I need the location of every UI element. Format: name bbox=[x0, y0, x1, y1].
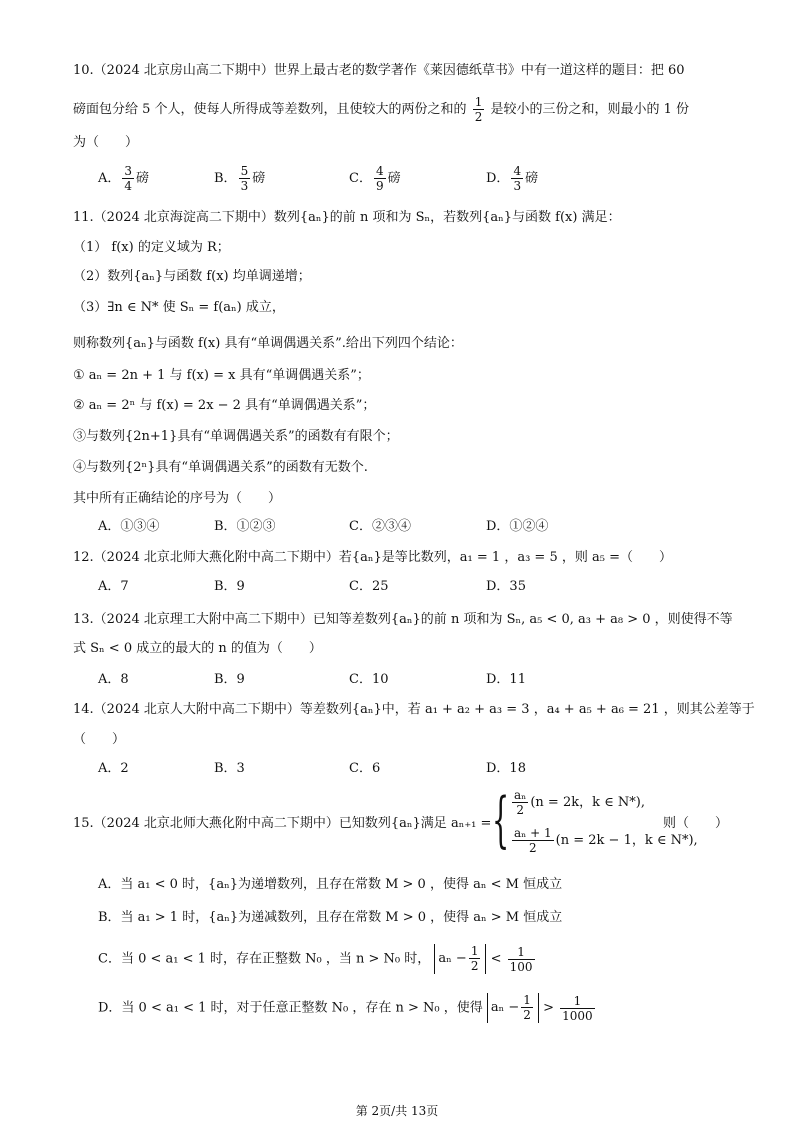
q14-option-b: B．3 bbox=[214, 761, 245, 776]
q13-option-d: D．11 bbox=[486, 672, 526, 687]
q15-option-a: A．当 a₁ < 0 时，{aₙ}为递增数列，且存在常数 M > 0 ，使得 aₙ < M 恒成立 bbox=[98, 877, 563, 892]
q12-option-c: C．25 bbox=[349, 579, 389, 594]
q11-option-c: C．②③④ bbox=[349, 519, 411, 534]
q11-condition-2: （2）数列{aₙ}与函数 f(x) 均单调递增； bbox=[73, 269, 311, 284]
q12-option-d: D．35 bbox=[486, 579, 526, 594]
q13-option-c: C．10 bbox=[349, 672, 389, 687]
q14-line-1: 14.（2024 北京人大附中高二下期中）等差数列{aₙ}中，若 a₁ + a₂ + a₃ = 3 ，a₄ + a₅ + a₆ = 21 ，则其公差等于 bbox=[73, 702, 755, 717]
q11-statement-3: ③与数列{2n+1}具有“单调偶遇关系”的函数有有限个； bbox=[73, 429, 399, 444]
page-footer: 第 2页/共 13页 bbox=[355, 1104, 439, 1118]
q11-condition-3: （3）∃n ∈ N* 使 Sₙ = f(aₙ) 成立， bbox=[73, 300, 285, 315]
q11-statement-2: ② aₙ = 2ⁿ 与 f(x) = 2x − 2 具有“单调偶遇关系”； bbox=[73, 398, 376, 413]
q13-line-1: 13.（2024 北京理工大附中高二下期中）已知等差数列{aₙ}的前 n 项和为 Sₙ, a₅ < 0, a₃ + a₈ > 0 ，则使得不等 bbox=[73, 612, 733, 627]
q15-brace: { bbox=[492, 785, 510, 855]
q15-option-c: C．当 0 < a₁ < 1 时，存在正整数 N₀ ，当 n > N₀ 时， aₙ − $\frac{1}{2}$ < $\frac{1}{100}$ bbox=[98, 944, 533, 974]
q12-option-b: B．9 bbox=[214, 579, 245, 594]
q10-option-d: D． $\frac{4}{3}$ 磅 bbox=[486, 164, 539, 193]
q15-option-d: D．当 0 < a₁ < 1 时，对于任意正整数 N₀ ，存在 n > N₀ ，使得 aₙ − $\frac{1}{2}$ > $\frac{1}{1000}$ bbox=[98, 993, 593, 1023]
q15-stem-end: 则（ ） bbox=[663, 816, 729, 831]
q15-option-b: B．当 a₁ > 1 时，{aₙ}为递减数列，且存在常数 M > 0 ，使得 aₙ > M 恒成立 bbox=[98, 910, 563, 925]
q10-fraction: $\frac{1}{2}$ bbox=[474, 95, 483, 124]
q10-option-a: A． $\frac{3}{4}$ 磅 bbox=[98, 164, 150, 193]
q13-option-a: A．8 bbox=[98, 672, 129, 687]
q10-line-2b: 是较小的三份之和，则最小的 1 份 bbox=[490, 102, 690, 117]
q10-line-3: 为（ ） bbox=[73, 135, 139, 150]
q11-statement-1: ① aₙ = 2n + 1 与 f(x) = x 具有“单调偶遇关系”； bbox=[73, 368, 370, 383]
q14-option-c: C．6 bbox=[349, 761, 381, 776]
q12-line-1: 12.（2024 北京北师大燕化附中高二下期中）若{aₙ}是等比数列，a₁ = 1 ，a₃ = 5 ，则 a₅ =（ ） bbox=[73, 550, 672, 565]
q15-stem: 15.（2024 北京北师大燕化附中高二下期中）已知数列{aₙ}满足 aₙ₊₁ = bbox=[73, 816, 492, 831]
q11-statement-4: ④与数列{2ⁿ}具有“单调偶遇关系”的函数有无数个. bbox=[73, 460, 368, 475]
q15-option-c-abs: aₙ − $\frac{1}{2}$ bbox=[434, 944, 486, 974]
q15-option-d-abs: aₙ − $\frac{1}{2}$ bbox=[487, 993, 539, 1023]
q15-case-1: $\frac{\text{aₙ}}{2}$ (n = 2k，k ∈ N*), bbox=[514, 788, 645, 817]
q13-option-b: B．9 bbox=[214, 672, 245, 687]
q10-line-1: 10.（2024 北京房山高二下期中）世界上最古老的数学著作《莱因德纸草书》中有一道这样的题目：把 60 bbox=[73, 63, 685, 78]
q11-definition: 则称数列{aₙ}与函数 f(x) 具有“单调偶遇关系”.给出下列四个结论： bbox=[73, 336, 463, 351]
q11-question: 其中所有正确结论的序号为（ ） bbox=[73, 491, 282, 506]
q11-condition-1: （1） f(x) 的定义域为 R； bbox=[73, 240, 230, 255]
q14-line-2: （ ） bbox=[73, 732, 126, 747]
q15-case-2: $\frac{\text{aₙ + 1}}{2}$ (n = 2k − 1，k ∈ N*), bbox=[514, 826, 698, 855]
q14-option-a: A．2 bbox=[98, 761, 129, 776]
q11-option-b: B．①②③ bbox=[214, 519, 276, 534]
q10-option-c: C． $\frac{4}{9}$ 磅 bbox=[349, 164, 401, 193]
q13-line-2: 式 Sₙ < 0 成立的最大的 n 的值为（ ） bbox=[73, 641, 322, 656]
q10-option-b: B． $\frac{5}{3}$ 磅 bbox=[214, 164, 266, 193]
q10-line-2a: 磅面包分给 5 个人，使每人所得成等差数列，且使较大的两份之和的 bbox=[73, 102, 467, 117]
q11-option-d: D．①②④ bbox=[486, 519, 549, 534]
q12-option-a: A．7 bbox=[98, 579, 129, 594]
q11-option-a: A．①③④ bbox=[98, 519, 160, 534]
q10-line-2 bbox=[73, 95, 689, 124]
q14-option-d: D．18 bbox=[486, 761, 526, 776]
q11-line-1: 11.（2024 北京海淀高二下期中）数列{aₙ}的前 n 项和为 Sₙ，若数列{aₙ}与函数 f(x) 满足： bbox=[73, 210, 621, 225]
